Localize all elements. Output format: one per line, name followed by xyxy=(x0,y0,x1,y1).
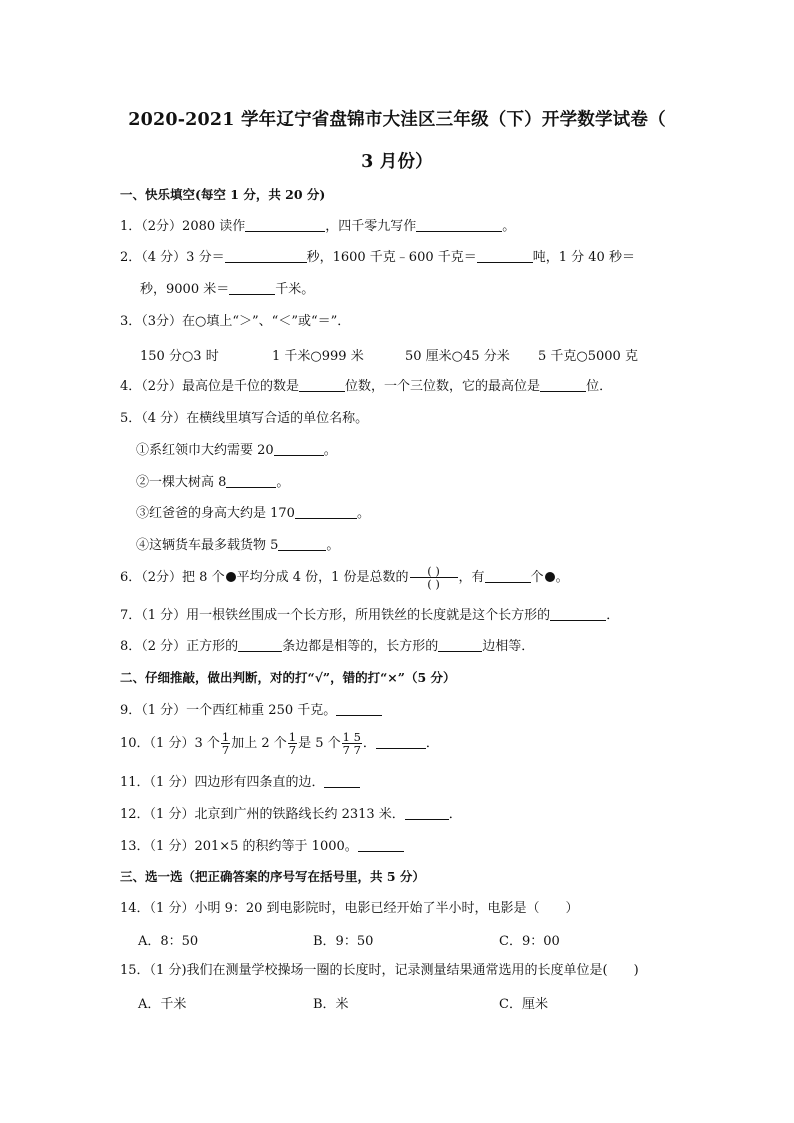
q4-text-c: 位． xyxy=(586,379,613,394)
q5-item-end: 。 xyxy=(323,443,337,458)
q3-item: 50 厘米○45 分米 xyxy=(405,349,510,364)
q8-text-c: 边相等． xyxy=(482,639,535,654)
exam-title-line-2: 3 月份） xyxy=(361,152,433,172)
fraction-blank[interactable] xyxy=(410,565,458,590)
q10-text-c: 是 5 个 xyxy=(298,736,341,751)
q5-item-end: 。 xyxy=(356,506,370,521)
question-1 xyxy=(120,218,515,236)
q9-text: 9．（1 分）一个西红柿重 250 千克。 xyxy=(120,703,337,718)
q7-text-b: ． xyxy=(606,608,620,623)
q10-text-d: ． xyxy=(362,736,376,751)
question-3: 3．（3分）在○填上“＞”、“＜”或“＝”． xyxy=(120,314,351,329)
fraction-denominator: 7 7 xyxy=(342,743,361,757)
answer-blank[interactable] xyxy=(376,735,426,749)
q3-item: 5 千克○5000 克 xyxy=(538,349,638,364)
q5-item-3 xyxy=(136,505,370,523)
fraction-numerator: ( ) xyxy=(410,565,458,578)
q2-text-b: 秒，1600 千克﹣600 千克＝ xyxy=(306,250,477,265)
q10-text-a: 10．（1 分）3 个 xyxy=(120,736,220,751)
q12-text-a: 12．（1 分）北京到广州的铁路线长约 2313 米． xyxy=(120,807,405,822)
fraction-numerator: 1 5 xyxy=(342,730,361,744)
q5-item-text: ②一棵大树高 8 xyxy=(136,475,227,490)
q10-text-b: 加上 2 个 xyxy=(231,736,287,751)
answer-blank[interactable] xyxy=(438,638,482,652)
fraction-denominator: ( ) xyxy=(427,577,440,591)
answer-blank[interactable] xyxy=(550,607,606,621)
q5-item-4 xyxy=(136,537,339,555)
q6-text-b: 平均分成 4 份，1 份是总数的 xyxy=(236,570,409,585)
q1-text-c: 。 xyxy=(502,219,516,234)
answer-blank[interactable] xyxy=(477,249,533,263)
question-12 xyxy=(120,806,462,824)
question-11 xyxy=(120,774,360,792)
answer-blank[interactable] xyxy=(416,218,502,232)
q1-text-b: ，四千零九写作 xyxy=(325,219,417,234)
q10-text-e: ． xyxy=(425,736,439,751)
fraction-denominator: 7 xyxy=(221,743,230,757)
question-4 xyxy=(120,378,612,396)
answer-blank[interactable] xyxy=(229,281,275,295)
answer-blank[interactable] xyxy=(295,505,357,519)
black-dot-icon xyxy=(545,572,555,582)
question-6 xyxy=(120,563,569,593)
fraction-numerator: 1 xyxy=(221,730,230,744)
answer-blank[interactable] xyxy=(324,774,360,788)
q2-text-c: 吨，1 分 40 秒＝ xyxy=(532,250,635,265)
q3-item: 150 分○3 时 xyxy=(140,349,219,364)
question-5: 5．（4 分）在横线里填写合适的单位名称。 xyxy=(120,411,369,426)
q5-item-end: 。 xyxy=(276,475,290,490)
section-1-heading: 一、快乐填空(每空 1 分，共 20 分) xyxy=(120,187,326,202)
q4-text-b: 位数，一个三位数，它的最高位是 xyxy=(345,379,541,394)
q6-text-e: 。 xyxy=(555,570,569,585)
q6-text-d: 个 xyxy=(530,570,544,585)
q1-text-a: 1．（2分）2080 读作 xyxy=(120,219,246,234)
question-2 xyxy=(120,249,635,267)
q4-text-a: 4．（2分）最高位是千位的数是 xyxy=(120,379,300,394)
answer-blank[interactable] xyxy=(274,442,324,456)
q5-item-end: 。 xyxy=(326,538,340,553)
q2-text-e: 千米。 xyxy=(275,282,315,297)
q5-item-text: ④这辆货车最多载货物 5 xyxy=(136,538,279,553)
question-15: 15．（1 分)我们在测量学校操场一圈的长度时，记录测量结果通常选用的长度单位是( ) xyxy=(120,963,639,978)
exam-title-line-1: 2020-2021 学年辽宁省盘锦市大洼区三年级（下）开学数学试卷（ xyxy=(128,110,666,130)
fraction xyxy=(342,731,362,756)
fraction-numerator: 1 xyxy=(288,730,297,744)
section-3-heading: 三、选一选（把正确答案的序号写在括号里，共 5 分） xyxy=(120,869,425,884)
q15-option-a[interactable]: A．千米 xyxy=(138,997,187,1012)
answer-blank[interactable] xyxy=(485,569,531,583)
answer-blank[interactable] xyxy=(225,249,307,263)
q7-text-a: 7．（1 分）用一根铁丝围成一个长方形，所用铁丝的长度就是这个长方形的 xyxy=(120,608,551,623)
q12-text-b: ． xyxy=(448,807,462,822)
answer-blank[interactable] xyxy=(540,378,586,392)
answer-blank[interactable] xyxy=(245,218,325,232)
q14-option-c[interactable]: C．9：00 xyxy=(499,934,560,949)
black-dot-icon xyxy=(226,572,236,582)
answer-blank[interactable] xyxy=(405,806,449,820)
question-13 xyxy=(120,838,404,856)
q5-item-text: ③红爸爸的身高大约是 170 xyxy=(136,506,295,521)
q15-option-b[interactable]: B．米 xyxy=(313,997,349,1012)
answer-blank[interactable] xyxy=(299,378,345,392)
answer-blank[interactable] xyxy=(336,702,382,716)
q8-text-b: 条边都是相等的，长方形的 xyxy=(282,639,439,654)
question-14: 14．（1 分）小明 9：20 到电影院时，电影已经开始了半小时，电影是（ ） xyxy=(120,901,579,916)
answer-blank[interactable] xyxy=(238,638,282,652)
q6-text-a: 6．（2分）把 8 个 xyxy=(120,570,225,585)
section-2-heading: 二、仔细推敲，做出判断，对的打“√”，错的打“×”（5 分） xyxy=(120,670,456,685)
q2-text-a: 2．（4 分）3 分＝ xyxy=(120,250,225,265)
q3-item: 1 千米○999 米 xyxy=(272,349,364,364)
q15-option-c[interactable]: C．厘米 xyxy=(499,997,548,1012)
fraction-denominator: 7 xyxy=(288,743,297,757)
q11-text: 11．（1 分）四边形有四条直的边． xyxy=(120,775,325,790)
q5-item-2 xyxy=(136,474,289,492)
fraction xyxy=(221,731,230,756)
q5-item-1 xyxy=(136,442,337,460)
question-2-cont xyxy=(140,281,314,299)
answer-blank[interactable] xyxy=(358,838,404,852)
q14-option-b[interactable]: B．9：50 xyxy=(313,934,374,949)
answer-blank[interactable] xyxy=(226,474,276,488)
q13-text: 13．（1 分）201×5 的积约等于 1000。 xyxy=(120,839,358,854)
question-8 xyxy=(120,638,534,656)
fraction xyxy=(288,731,297,756)
q8-text-a: 8．（2 分）正方形的 xyxy=(120,639,239,654)
q2-text-d: 秒，9000 米＝ xyxy=(140,282,230,297)
question-10 xyxy=(120,727,439,761)
question-9 xyxy=(120,702,382,720)
q14-option-a[interactable]: A．8：50 xyxy=(138,934,199,949)
answer-blank[interactable] xyxy=(278,537,326,551)
q6-text-c: ，有 xyxy=(458,570,485,585)
question-7 xyxy=(120,607,619,625)
q5-item-text: ①系红领巾大约需要 20 xyxy=(136,443,274,458)
